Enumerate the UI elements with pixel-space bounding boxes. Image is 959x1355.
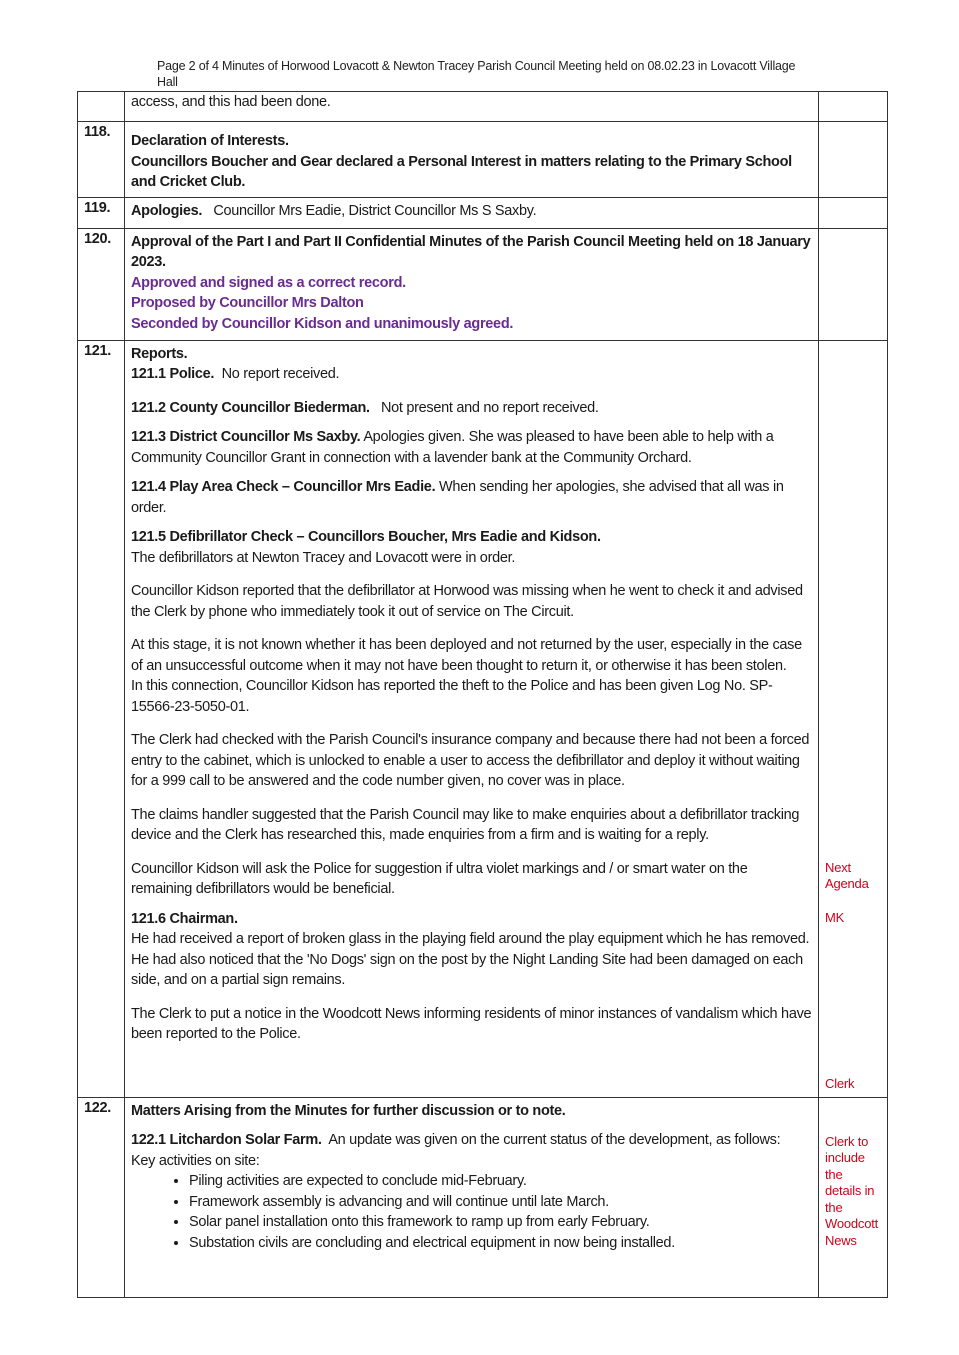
paragraph: The Clerk to put a notice in the Woodcott News informing residents of minor instances of vandalism which have been reported to the Police. — [131, 1005, 812, 1042]
item-title: Reports. — [131, 345, 188, 362]
paragraph: He had also noticed that the 'No Dogs' sign on the post by the Night Landing Site had been damaged on each side, and on a partial sign remains. — [131, 951, 803, 988]
item-title: Apologies. — [131, 202, 203, 219]
table-row — [78, 228, 888, 340]
subsection-heading: 122.1 Litchardon Solar Farm. — [131, 1132, 322, 1148]
item-number: 118. — [78, 122, 125, 198]
paragraph: In this connection, Councillor Kidson has reported the theft to the Police and has been given Log No. SP-15566-23-5050-01. — [131, 678, 773, 715]
minutes-table — [77, 91, 888, 1298]
subsection-heading: 121.4 Play Area Check – Councillor Mrs Eadie. — [131, 479, 436, 495]
page-header — [157, 58, 817, 90]
list-item: • Substation civils are concluding and electrical equipment in now being installed. — [189, 1233, 812, 1254]
action-owner-clerk: Clerk — [825, 1076, 855, 1091]
item-number: 121. — [78, 340, 125, 1097]
subsection-heading: 121.1 Police. — [131, 366, 215, 382]
resolution-proposed: Proposed by Councillor Mrs Dalton — [131, 295, 364, 311]
subsection-body: Not present and no report received. — [380, 399, 599, 416]
subsection-body: An update was given on the current status of the development, as follows: — [328, 1132, 781, 1148]
action-cell — [819, 1097, 888, 1297]
paragraph: Councillor Kidson reported that the defibrillator at Horwood was missing when he went to check it and advised the Clerk by phone who immediately took it out of service on The Circuit. — [131, 583, 803, 620]
item-content-cell — [125, 197, 819, 228]
item-number: 122. — [78, 1097, 125, 1297]
item-title: Approval of the Part I and Part II Confidential Minutes of the Parish Council Meeting held on 18 January 2023. — [131, 233, 811, 270]
table-row — [78, 92, 888, 122]
item-title: Declaration of Interests. — [131, 133, 289, 149]
header-line-1: Page 2 of 4 Minutes of Horwood Lovacott & Newton Tracey Parish Council Meeting held on 08.02.23 in Lovacott Village — [157, 59, 796, 73]
item-content-cell — [125, 1097, 819, 1297]
bullet-list — [131, 1171, 812, 1253]
paragraph: The Clerk had checked with the Parish Council's insurance company and because there had not been a forced entry to the cabinet, which is unlocked to enable a user to access the defibrillator and deploy it without waiting for a 999 call to be answered and the code number given, no cover was in place. — [131, 732, 810, 789]
table-row — [78, 197, 888, 228]
paragraph: Councillor Kidson will ask the Police for suggestion if ultra violet markings and / or smart water on the remaining defibrillators would be beneficial. — [131, 860, 748, 897]
paragraph: At this stage, it is not known whether it has been deployed and not returned by the user, especially in the case of an unsuccessful outcome when it may not have been thought to return it, or otherwise it has been stolen. — [131, 637, 802, 674]
paragraph: The claims handler suggested that the Parish Council may like to make enquiries about a defibrillator tracking device and the Clerk has researched this, made enquiries from a firm and is waiting for a reply. — [131, 806, 800, 843]
subsection-heading: 121.3 District Councillor Ms Saxby. — [131, 429, 361, 445]
table-row — [78, 340, 888, 1097]
item-content-cell — [125, 340, 819, 1097]
item-content-cell — [125, 122, 819, 198]
list-item: • Solar panel installation onto this framework to ramp up from early February. — [189, 1212, 812, 1233]
paragraph: The defibrillators at Newton Tracey and Lovacott were in order. — [131, 549, 516, 566]
action-cell — [819, 92, 888, 122]
paragraph: Key activities on site: — [131, 1152, 260, 1169]
action-clerk-woodcott-news: Clerk to include the details in the Woodcott News — [825, 1133, 879, 1248]
resolution-seconded: Seconded by Councillor Kidson and unanimously agreed. — [131, 315, 514, 332]
item-number: 120. — [78, 228, 125, 340]
subsection-heading: 121.6 Chairman. — [131, 910, 238, 927]
subsection-heading: 121.5 Defibrillator Check – Councillors Boucher, Mrs Eadie and Kidson. — [131, 529, 601, 545]
item-body: Councillor Mrs Eadie, District Councillor Ms S Saxby. — [213, 202, 537, 219]
list-item: • Framework assembly is advancing and will continue until late March. — [189, 1192, 812, 1213]
table-row — [78, 1097, 888, 1297]
item-content-cell — [125, 228, 819, 340]
action-cell — [819, 122, 888, 198]
item-body: Councillors Boucher and Gear declared a Personal Interest in matters relating to the Primary School and Cricket Club. — [131, 153, 792, 190]
action-owner-mk: MK — [825, 909, 845, 925]
action-cell — [819, 228, 888, 340]
action-cell — [819, 340, 888, 1097]
table-row — [78, 122, 888, 198]
subsection-body: When sending her apologies, she advised that all was in order. — [131, 479, 784, 516]
continuation-text: access, and this had been done. — [131, 94, 331, 110]
subsection-body: No report received. — [221, 366, 340, 382]
action-next-agenda: Next Agenda — [825, 859, 869, 891]
list-item: • Piling activities are expected to conclude mid-February. — [189, 1171, 812, 1192]
subsection-heading: 121.2 County Councillor Biederman. — [131, 399, 370, 416]
item-title: Matters Arising from the Minutes for further discussion or to note. — [131, 1102, 566, 1119]
item-number: 119. — [78, 197, 125, 228]
item-content-cell — [125, 92, 819, 122]
paragraph: He had received a report of broken glass in the playing field around the play equipment which he has removed. — [131, 931, 810, 947]
item-number-cell — [78, 92, 125, 122]
action-cell — [819, 197, 888, 228]
header-line-2: Hall — [157, 75, 178, 89]
resolution-approved: Approved and signed as a correct record. — [131, 274, 406, 291]
subsection-body: Apologies given. She was pleased to have been able to help with a Community Councillor Grant in connection with a lavender bank at the Community Orchard. — [131, 429, 774, 466]
